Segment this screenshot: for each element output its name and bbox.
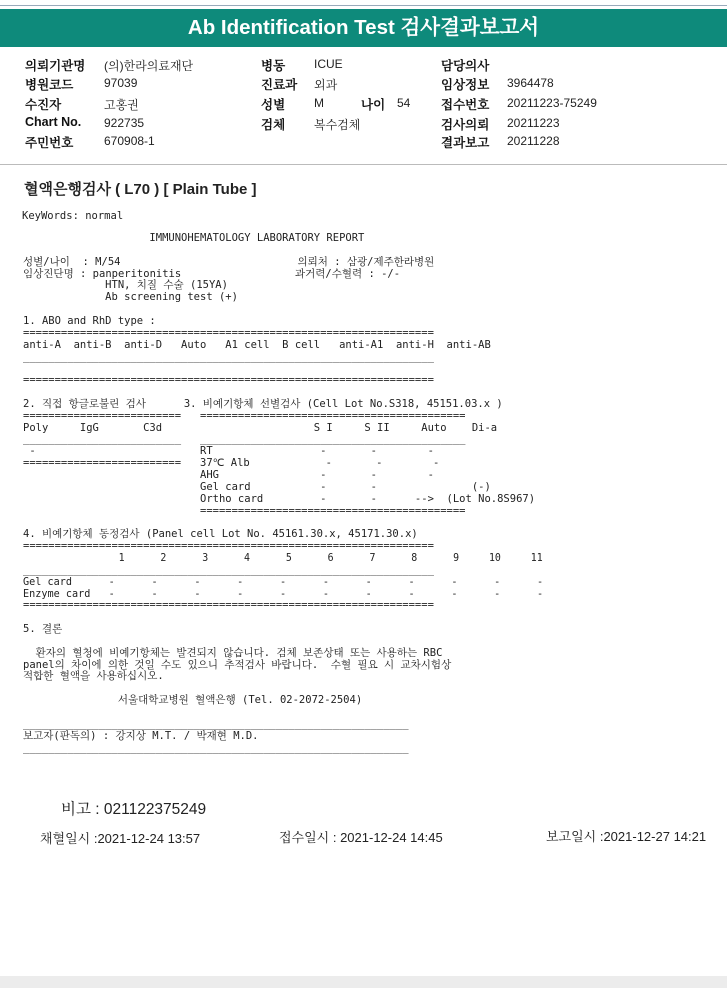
report-line: _________________________________________________________________ <box>23 350 434 363</box>
report-line: _____________________________________________________________ <box>23 717 409 730</box>
info-label: 성별 <box>261 98 286 112</box>
info-label: 담당의사 <box>441 59 490 73</box>
report-line: AHG - - - <box>23 469 434 481</box>
info-label: 임상정보 <box>441 78 490 92</box>
report-title: 혈액은행검사 ( L70 ) [ Plain Tube ] <box>24 181 257 198</box>
info-value: 외과 <box>314 78 338 92</box>
report-line: 5. 결론 <box>23 623 63 636</box>
info-value: (의)한라의료재단 <box>104 59 194 73</box>
info-label: 결과보고 <box>441 136 490 150</box>
top-border <box>0 5 727 6</box>
report-line: ================================================================= <box>23 540 434 553</box>
report-line: ========================================== <box>23 504 466 517</box>
report-line: 임상진단명 : panperitonitis 과거력/수혈력 : -/- <box>23 267 401 280</box>
report-line: 1 2 3 4 5 6 7 8 9 10 11 <box>23 551 543 564</box>
info-value: 97039 <box>104 76 138 90</box>
report-line: 적합한 혈액을 사용하십시오. <box>23 670 164 683</box>
report-header: Ab Identification Test 검사결과보고서 <box>0 9 727 47</box>
info-value: 670908-1 <box>104 134 155 148</box>
report-line: 4. 비예기항체 동정검사 (Panel cell Lot No. 45161.30.x, 45171.30.x) <box>23 528 418 541</box>
report-line: 보고자(판독의) : 강지상 M.T. / 박재현 M.D. <box>23 729 259 742</box>
info-label: 수진자 <box>25 98 62 112</box>
report-line: ========================= 37℃ Alb - - - <box>23 457 440 470</box>
report-line: Ortho card - - --> (Lot No.8S967) <box>23 492 536 505</box>
info-value: 20211223-75249 <box>507 96 597 110</box>
collection-time: 채혈일시 :2021-12-24 13:57 <box>40 831 201 846</box>
report-line: anti-A anti-B anti-D Auto A1 cell B cell anti-A1 anti-H anti-AB <box>23 338 491 351</box>
report-line: 2. 직접 항글로불린 검사 3. 비예기항체 선별검사 (Cell Lot No.S318, 45151.03.x ) <box>23 397 503 410</box>
info-label: 나이 <box>361 98 386 112</box>
info-value: 복수검체 <box>314 118 361 132</box>
report-line: IMMUNOHEMATOLOGY LABORATORY REPORT <box>23 232 365 244</box>
info-value: 922735 <box>104 116 145 130</box>
section-divider <box>0 164 727 165</box>
report-line: HTN, 치질 수술 (15YA) <box>23 279 228 292</box>
report-line: Gel card - - - - - - - - - - - <box>23 575 544 588</box>
report-line: 환자의 혈청에 비예기항체는 발견되지 않습니다. 검체 보존상태 또는 사용하는 RBC <box>23 646 443 659</box>
info-value: 3964478 <box>507 76 554 90</box>
info-value: M <box>314 96 324 110</box>
remarks: 비고 : 021122375249 <box>61 801 207 818</box>
info-label: 병동 <box>261 59 286 73</box>
report-line: Poly IgG C3d S I S II Auto Di-a <box>23 421 498 434</box>
info-label: 병원코드 <box>25 78 74 92</box>
info-label: 주민번호 <box>25 136 74 150</box>
info-label: 검사의뢰 <box>441 118 490 132</box>
report-time: 보고일시 :2021-12-27 14:21 <box>546 829 707 844</box>
report-line: ================================================================= <box>23 599 434 612</box>
report-line: ================================================================= <box>23 326 434 339</box>
report-line: _____________________________________________________________ <box>23 741 409 754</box>
report-line: ========================= ========================================== <box>23 409 466 422</box>
info-label: 검체 <box>261 118 286 132</box>
report-line: 서울대학교병원 혈액은행 (Tel. 02-2072-2504) <box>23 694 363 707</box>
report-line: Ab screening test (+) <box>23 291 238 304</box>
info-value: 54 <box>397 96 411 110</box>
received-time: 접수일시 : 2021-12-24 14:45 <box>279 830 443 845</box>
report-line: 1. ABO and RhD type : <box>23 314 156 327</box>
info-label: 의뢰기관명 <box>25 59 86 73</box>
keywords: KeyWords: normal <box>22 210 124 222</box>
report-line: - RT - - - <box>23 445 434 458</box>
report-line: _________________________ __________________________________________ <box>23 433 466 446</box>
info-label: 진료과 <box>261 78 298 92</box>
report-line: Gel card - - (-) <box>23 480 491 493</box>
info-value: ICUE <box>314 57 343 71</box>
info-label: Chart No. <box>25 115 82 129</box>
report-line: _________________________________________________________________ <box>23 563 434 576</box>
report-line: ================================================================= <box>23 374 434 387</box>
bottom-band <box>0 976 727 988</box>
report-line: panel의 차이에 의한 것일 수도 있으니 추적검사 바랍니다. 수혈 필요 시 교차시험상 <box>23 658 452 671</box>
report-line: Enzyme card - - - - - - - - - - - <box>23 587 544 600</box>
report-line: 성별/나이 : M/54 의뢰처 : 삼광/제주한라병원 <box>23 255 435 268</box>
info-label: 접수번호 <box>441 98 490 112</box>
info-value: 20211228 <box>507 134 560 148</box>
info-value: 고홍권 <box>104 98 139 112</box>
info-value: 20211223 <box>507 116 560 130</box>
